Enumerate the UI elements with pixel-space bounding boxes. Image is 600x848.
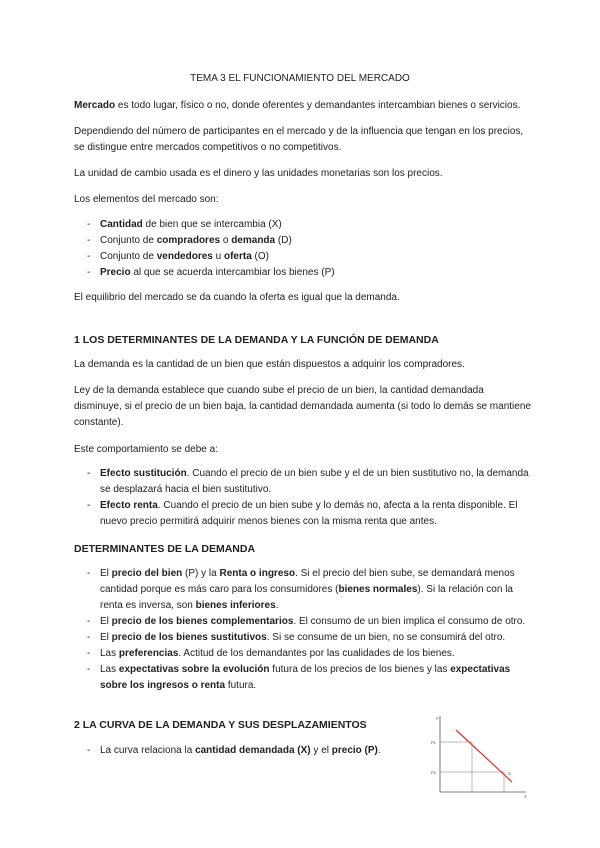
element-text: (D): [275, 235, 292, 246]
demand-curve-line: [456, 730, 512, 782]
item-text: .: [275, 600, 279, 611]
list-item: [74, 249, 536, 265]
p2-label: P2: [431, 770, 436, 775]
section-1-heading: 1 LOS DETERMINANTES DE LA DEMANDA Y LA FUNCIÓN DE DEMANDA: [74, 334, 439, 346]
effects-list: [74, 466, 536, 530]
item-term: precio (P): [331, 745, 378, 756]
paragraph-equilibrium: El equilibrio del mercado se da cuando la oferta es igual que la demanda.: [74, 292, 400, 303]
list-marker: -: [87, 745, 91, 756]
element-text: o: [220, 235, 232, 246]
element-text: Conjunto de: [100, 235, 157, 246]
item-term: precio del bien: [111, 568, 183, 579]
item-text: . El consumo de un bien implica el consumo de otro.: [293, 616, 526, 627]
demand-curve-diagram: [420, 712, 532, 808]
market-elements-list: [74, 217, 536, 281]
element-text: Conjunto de: [100, 251, 157, 262]
item-term: expectativas sobre la evolución: [118, 664, 270, 675]
item-term: bienes inferiores: [195, 600, 276, 611]
item-text: Las: [100, 664, 119, 675]
list-marker: -: [87, 219, 91, 230]
list-marker: -: [87, 616, 91, 627]
item-text: .: [377, 745, 381, 756]
list-item: [74, 743, 404, 759]
mercado-term: Mercado: [74, 100, 116, 111]
curve-label: D: [508, 771, 511, 776]
effect-term: Efecto renta: [100, 500, 158, 511]
element-term: Precio: [100, 267, 131, 278]
item-text: El: [100, 568, 112, 579]
list-item: [74, 217, 536, 233]
paragraph-demand-law: Ley de la demanda establece que cuando sube el precio de un bien, la cantidad demandada disminuye, si el precio de un bien baja, la cantidad demandada aumenta (si todo lo demás se mantiene constante).: [74, 385, 531, 428]
item-text: futura.: [225, 680, 257, 691]
item-term: preferencias: [118, 648, 179, 659]
paragraph-participants: Dependiendo del número de participantes en el mercado y de la influencia que tengan en los precios, se distingue entre mercados competitivos o no competitivos.: [74, 126, 524, 153]
mercado-def-text: es todo lugar, físico o no, donde oferentes y demandantes intercambian bienes o servicios.: [115, 100, 521, 111]
list-marker: -: [87, 632, 91, 643]
item-term: cantidad demandada (X): [195, 745, 311, 756]
list-marker: -: [87, 267, 91, 278]
item-term: precio de los bienes complementarios: [111, 616, 294, 627]
element-text: de bien que se intercambia (X): [142, 219, 282, 230]
x-axis-label: X: [524, 794, 527, 799]
list-item: [74, 630, 536, 646]
list-marker: -: [87, 664, 91, 675]
item-text: El: [100, 632, 112, 643]
p1-label: P1: [431, 740, 436, 745]
item-text: El: [100, 616, 112, 627]
item-text: y el: [310, 745, 332, 756]
paragraph-behaviour: Este comportamiento se debe a:: [74, 444, 218, 455]
item-text: Las: [100, 648, 119, 659]
list-item: [74, 265, 536, 281]
list-marker: -: [87, 235, 91, 246]
paragraph-elements-intro: Los elementos del mercado son:: [74, 194, 219, 205]
effect-term: Efecto sustitución: [100, 468, 187, 479]
list-marker: -: [87, 468, 91, 479]
page-title: TEMA 3 EL FUNCIONAMIENTO DEL MERCADO: [190, 73, 410, 84]
element-text: u: [212, 251, 224, 262]
determinants-heading: DETERMINANTES DE LA DEMANDA: [74, 543, 256, 555]
element-term: compradores: [156, 235, 221, 246]
list-item: [74, 233, 536, 249]
list-item: [74, 646, 536, 662]
list-item: [74, 498, 536, 530]
item-term: expectativas sobre los ingresos o renta: [100, 664, 511, 691]
list-item: [74, 566, 536, 614]
element-term: oferta: [223, 251, 252, 262]
list-marker: -: [87, 648, 91, 659]
curve-list: [74, 743, 404, 759]
element-term: demanda: [231, 235, 276, 246]
item-text: . Si el precio del bien sube, se demandará menos cantidad porque es más caro para los consumidores (: [100, 568, 515, 595]
item-term: Renta o ingreso: [219, 568, 296, 579]
list-item: [74, 614, 536, 630]
item-term: precio de los bienes sustitutivos: [111, 632, 267, 643]
item-text: futura de los precios de los bienes y las: [269, 664, 451, 675]
item-text: . Actitud de los demandantes por las cualidades de los bienes.: [178, 648, 455, 659]
item-text: La curva relaciona la: [100, 745, 196, 756]
list-item: [74, 466, 536, 498]
list-marker: -: [87, 251, 91, 262]
item-term: bienes normales: [338, 584, 418, 595]
mercado-definition: [74, 98, 534, 114]
paragraph-demand-definition: La demanda es la cantidad de un bien que están dispuestos a adquirir los compradores.: [74, 359, 465, 370]
element-text: al que se acuerda intercambiar los bienes (P): [130, 267, 335, 278]
paragraph-currency: La unidad de cambio usada es el dinero y las unidades monetarias son los precios.: [74, 168, 443, 179]
item-text: ). Si la relación con la renta es inversa, son: [100, 584, 513, 611]
list-marker: -: [87, 568, 91, 579]
determinants-list: [74, 566, 536, 694]
list-item: [74, 662, 536, 694]
item-text: (P) y la: [182, 568, 220, 579]
element-term: vendedores: [156, 251, 213, 262]
list-marker: -: [87, 500, 91, 511]
element-text: (O): [251, 251, 269, 262]
effect-text: . Cuando el precio de un bien sube y el de un bien sustitutivo no, la demanda se desplazará hacia el bien sustitutivo.: [100, 468, 529, 495]
section-2-heading: 2 LA CURVA DE LA DEMANDA Y SUS DESPLAZAMIENTOS: [74, 719, 367, 731]
element-term: Cantidad: [100, 219, 143, 230]
effect-text: . Cuando el precio de un bien sube y lo demás no, afecta a la renta disponible. El nuevo precio permitirá adquirir menos bienes con la misma renta que antes.: [100, 500, 518, 527]
item-text: . Si se consume de un bien, no se consumirá del otro.: [266, 632, 506, 643]
y-axis-label: P: [436, 716, 439, 721]
